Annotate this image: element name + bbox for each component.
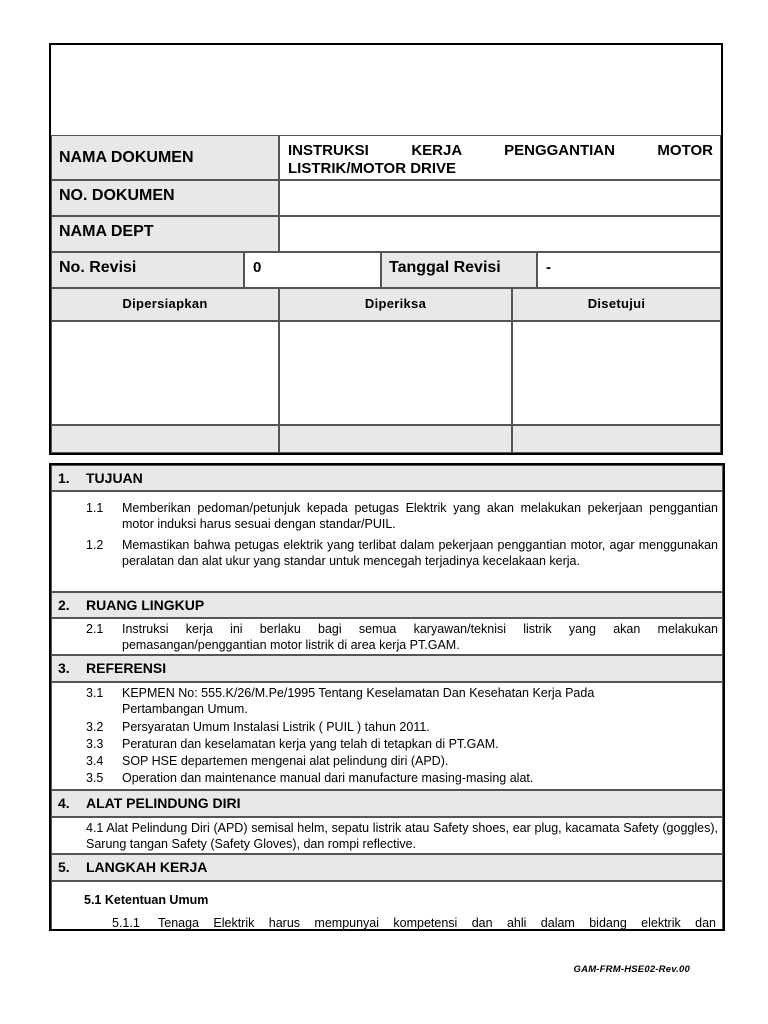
prepared-label: Dipersiapkan <box>51 288 279 321</box>
list-item <box>86 500 718 532</box>
section-body-referensi <box>51 682 723 790</box>
section-title: RUANG LINGKUP <box>86 597 205 613</box>
subsection-title: 5.1 Ketentuan Umum <box>84 893 209 907</box>
revision-label: No. Revisi <box>51 252 244 288</box>
item-text-body: Alat Pelindung Diri (APD) semisal helm, sepatu listrik atau Safety shoes, ear plug, kacamata Safety (goggles), Sarung tangan Safety (Safety Gloves), dan rompi reflective. <box>86 821 718 851</box>
item-number: 3.5 <box>86 771 104 785</box>
list-item <box>86 719 718 735</box>
item-text: SOP HSE departemen mengenai alat pelindung diri (APD). <box>122 754 449 768</box>
form-code: GAM-FRM-HSE02-Rev.00 <box>573 964 690 975</box>
item-number: 5.1.1 <box>112 916 140 930</box>
approved-label: Disetujui <box>512 288 721 321</box>
item-text: Operation dan maintenance manual dari manufacture masing-masing alat. <box>122 771 534 785</box>
dept-label: NAMA DEPT <box>51 216 279 252</box>
list-item <box>112 915 716 931</box>
item-text: Persyaratan Umum Instalasi Listrik ( PUIL ) tahun 2011. <box>122 720 430 734</box>
item-number: 3.4 <box>86 754 104 768</box>
revision-value: 0 <box>244 252 381 288</box>
item-number: 3.1 <box>86 686 104 700</box>
checked-name <box>279 425 512 453</box>
item-number: 4.1 <box>86 821 104 835</box>
doc-no-value <box>279 180 721 216</box>
section-heading-apd <box>51 790 723 817</box>
section-number: 3. <box>58 660 70 676</box>
section-body-langkah-kerja <box>51 881 723 929</box>
list-item <box>86 685 646 717</box>
doc-name-value: INSTRUKSI KERJA PENGGANTIAN MOTOR LISTRIK/MOTOR DRIVE <box>279 135 721 180</box>
section-title: ALAT PELINDUNG DIRI <box>86 795 241 811</box>
document-header-table <box>49 43 723 455</box>
list-item <box>86 820 718 852</box>
item-text: Tenaga Elektrik harus mempunyai kompetensi dan ahli dalam bidang elektrik dan <box>158 916 716 930</box>
section-body-ruang-lingkup <box>51 618 723 655</box>
item-number: 2.1 <box>86 622 104 636</box>
section-body-apd <box>51 817 723 854</box>
list-item <box>86 736 718 752</box>
item-text <box>86 820 718 852</box>
list-item <box>86 537 718 569</box>
list-item <box>86 770 718 786</box>
doc-name-label: NAMA DOKUMEN <box>51 135 279 180</box>
item-text: Memberikan pedoman/petunjuk kepada petugas Elektrik yang akan melakukan pekerjaan penggantian motor induksi harus sesuai dengan standar/PUIL. <box>122 501 718 531</box>
item-text: KEPMEN No: 555.K/26/M.Pe/1995 Tentang Keselamatan Dan Kesehatan Kerja Pada Pertambangan Umum. <box>122 686 595 716</box>
item-number: 3.3 <box>86 737 104 751</box>
section-title: REFERENSI <box>86 660 167 676</box>
list-item <box>86 621 718 653</box>
list-item <box>86 753 718 769</box>
section-body-tujuan <box>51 491 723 592</box>
section-number: 2. <box>58 597 70 613</box>
item-text: Peraturan dan keselamatan kerja yang telah di tetapkan di PT.GAM. <box>122 737 499 751</box>
section-heading-langkah-kerja <box>51 854 723 881</box>
checked-signature <box>279 321 512 425</box>
logo-area <box>51 45 721 137</box>
item-number: 3.2 <box>86 720 104 734</box>
approved-name <box>512 425 721 453</box>
document-body <box>49 463 725 931</box>
prepared-name <box>51 425 279 453</box>
section-heading-tujuan <box>51 465 723 491</box>
revision-date-value: - <box>537 252 721 288</box>
item-number: 1.2 <box>86 538 104 552</box>
item-number: 1.1 <box>86 501 104 515</box>
item-text: Instruksi kerja ini berlaku bagi semua karyawan/teknisi listrik yang akan melakukan pemasangan/penggantian motor listrik di area kerja PT.GAM. <box>122 622 718 652</box>
section-title: LANGKAH KERJA <box>86 859 208 875</box>
section-heading-referensi <box>51 655 723 682</box>
section-number: 4. <box>58 795 70 811</box>
revision-date-label: Tanggal Revisi <box>381 252 537 288</box>
prepared-signature <box>51 321 279 425</box>
section-heading-ruang-lingkup <box>51 592 723 618</box>
checked-label: Diperiksa <box>279 288 512 321</box>
approved-signature <box>512 321 721 425</box>
section-title: TUJUAN <box>86 470 143 486</box>
item-text: Memastikan bahwa petugas elektrik yang terlibat dalam pekerjaan penggantian motor, agar menggunakan peralatan dan alat ukur yang standar untuk mencegah terjadinya kecelakaan kerja. <box>122 538 718 568</box>
dept-value <box>279 216 721 252</box>
doc-no-label: NO. DOKUMEN <box>51 180 279 216</box>
section-number: 5. <box>58 859 70 875</box>
section-number: 1. <box>58 470 70 486</box>
